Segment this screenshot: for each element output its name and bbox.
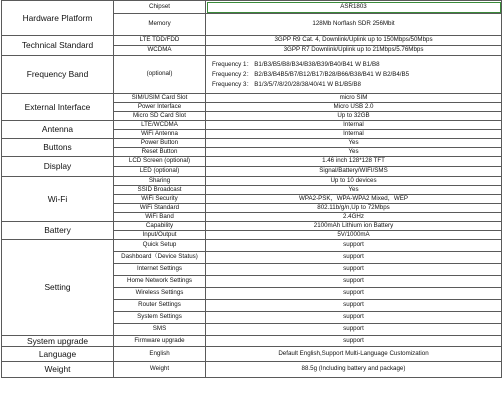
spec-name-cell: WiFi Antenna — [114, 130, 206, 139]
spec-name-cell: Firmware upgrade — [114, 336, 206, 347]
spec-name-cell: LTE/WCDMA — [114, 121, 206, 130]
spec-value-cell: Yes — [206, 148, 502, 157]
spec-name-cell: WiFi Standard — [114, 204, 206, 213]
spec-name-cell: WiFi Security — [114, 195, 206, 204]
spec-name-cell: (optional) — [114, 56, 206, 94]
spec-value-cell: 2100mAh Lithium ion Battery — [206, 222, 502, 231]
spec-value-cell: Signal/Battery/WIFI/SMS — [206, 167, 502, 177]
spec-value-cell: support — [206, 300, 502, 312]
table-row — [2, 347, 502, 362]
category-cell: Buttons — [2, 139, 114, 157]
table-row — [2, 94, 502, 103]
category-cell: Hardware Platform — [2, 1, 114, 36]
spec-value-cell: 88.5g (Including battery and package) — [206, 362, 502, 378]
spec-value-cell: support — [206, 240, 502, 252]
spec-name-cell: Input/Output — [114, 231, 206, 240]
spec-name-cell: Sharing — [114, 177, 206, 186]
spec-name-cell: System Settings — [114, 312, 206, 324]
spec-name-cell: Weight — [114, 362, 206, 378]
spec-value-cell: 802.11b/g/n,Up to 72Mbps — [206, 204, 502, 213]
spec-name-cell: Micro SD Card Slot — [114, 112, 206, 121]
table-row — [2, 222, 502, 231]
spec-name-cell: WCDMA — [114, 46, 206, 56]
spec-value-cell: support — [206, 288, 502, 300]
spec-name-cell: English — [114, 347, 206, 362]
category-cell: Antenna — [2, 121, 114, 139]
spec-name-cell: Wireless Settings — [114, 288, 206, 300]
spec-name-cell: Quick Setup — [114, 240, 206, 252]
spec-value-cell: WPA2-PSK，WPA-WPA2 Mixed，WEP — [206, 195, 502, 204]
spec-name-cell: SSID Broadcast — [114, 186, 206, 195]
spec-value-cell: support — [206, 336, 502, 347]
spec-name-cell: Reset Button — [114, 148, 206, 157]
spec-name-cell: WiFi Band — [114, 213, 206, 222]
spec-name-cell: Dashboard（Device Status) — [114, 252, 206, 264]
spec-value-cell: 3GPP R9 Cat. 4, Downlink/Uplink up to 150Mbps/50Mbps — [206, 36, 502, 46]
spec-value-cell: support — [206, 252, 502, 264]
spec-value-cell: support — [206, 312, 502, 324]
spec-name-cell: Home Network Settings — [114, 276, 206, 288]
spec-table — [1, 0, 502, 378]
spec-name-cell: Power Interface — [114, 103, 206, 112]
spec-value-cell[interactable]: ASR1803 — [206, 1, 502, 14]
category-cell: System upgrade — [2, 336, 114, 347]
spec-value-cell: Micro USB 2.0 — [206, 103, 502, 112]
spec-name-cell: Memory — [114, 14, 206, 36]
table-row — [2, 157, 502, 167]
spec-value-cell: Default English,Support Multi-Language Customization — [206, 347, 502, 362]
spec-value-cell: Up to 10 devices — [206, 177, 502, 186]
category-cell: Weight — [2, 362, 114, 378]
category-cell: Technical Standard — [2, 36, 114, 56]
table-row — [2, 121, 502, 130]
spec-name-cell: Router Settings — [114, 300, 206, 312]
spec-value-cell: 2.4GHz — [206, 213, 502, 222]
category-cell: Frequency Band — [2, 56, 114, 94]
frequency-band-cell — [206, 56, 502, 94]
table-row — [2, 362, 502, 378]
spec-name-cell: SMS — [114, 324, 206, 336]
spec-value-cell: support — [206, 264, 502, 276]
spec-name-cell: LTE TDD/FDD — [114, 36, 206, 46]
spec-value-cell: 5V/1000mA — [206, 231, 502, 240]
spec-value-cell: 128Mb Norflash SDR 256Mbit — [206, 14, 502, 36]
spec-name-cell: Chipset — [114, 1, 206, 14]
table-row — [2, 139, 502, 148]
spec-value-cell: Internal — [206, 121, 502, 130]
category-cell: Language — [2, 347, 114, 362]
spec-value-cell: support — [206, 324, 502, 336]
frequency-line: Frequency 1： B1/B3/B5/B8/B34/B38/B39/B40/B41 W B1/B8 — [212, 60, 380, 68]
table-row — [2, 177, 502, 186]
table-row — [2, 336, 502, 347]
spec-name-cell: Internet Settings — [114, 264, 206, 276]
frequency-line: Frequency 2： B2/B3/B4B5/B7/B12/B17/B28/B66/B38/B41 W B2/B4/B5 — [212, 70, 410, 78]
spec-value-cell: Up to 32GB — [206, 112, 502, 121]
frequency-line: Frequency 3： B1/3/5/7/8/20/28/38/40/41 W B1/B5/B8 — [212, 80, 361, 88]
spec-value-cell: support — [206, 276, 502, 288]
spec-value-cell: 3GPP R7 Downlink/Uplink up to 21Mbps/5.76Mbps — [206, 46, 502, 56]
spec-name-cell: LED (optional) — [114, 167, 206, 177]
table-row — [2, 240, 502, 252]
table-row — [2, 36, 502, 46]
spec-value-cell: 1.46 inch 128*128 TFT — [206, 157, 502, 167]
spec-name-cell: SIM/USIM Card Slot — [114, 94, 206, 103]
table-row — [2, 56, 502, 94]
category-cell: External Interface — [2, 94, 114, 121]
category-cell: Wi-Fi — [2, 177, 114, 222]
spec-value-cell: Yes — [206, 186, 502, 195]
category-cell: Setting — [2, 240, 114, 336]
spec-value-cell: Yes — [206, 139, 502, 148]
table-row — [2, 1, 502, 14]
spec-value-cell: micro SIM — [206, 94, 502, 103]
category-cell: Display — [2, 157, 114, 177]
spec-name-cell: Power Button — [114, 139, 206, 148]
category-cell: Battery — [2, 222, 114, 240]
spec-name-cell: Capability — [114, 222, 206, 231]
spec-name-cell: LCD Screen (optional) — [114, 157, 206, 167]
spec-value-cell: Internal — [206, 130, 502, 139]
